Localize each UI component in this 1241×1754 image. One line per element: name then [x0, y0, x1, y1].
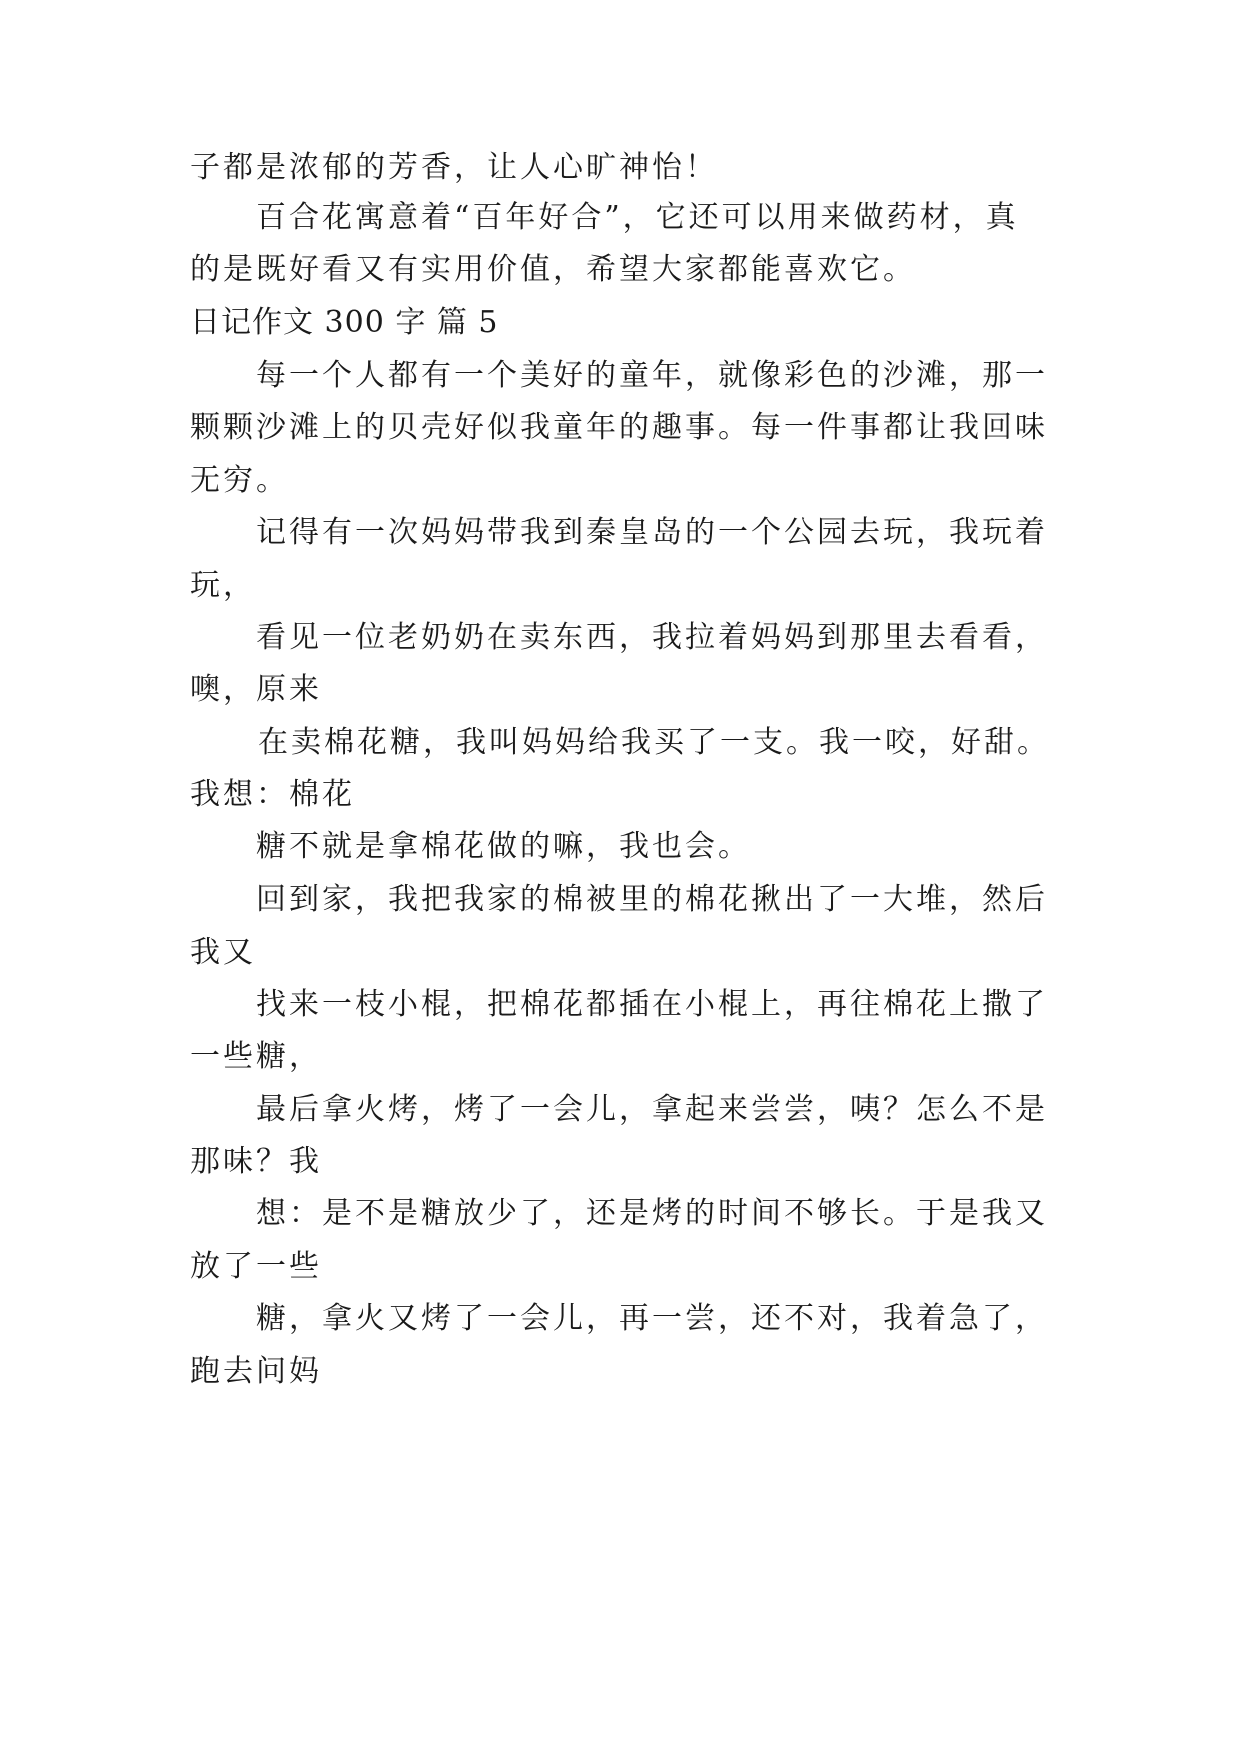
text-line: 一些糖， — [190, 1039, 322, 1074]
paragraph-first-line: 看见一位老奶奶在卖东西，我拉着妈妈到那里去看看， — [256, 620, 1048, 655]
paragraph-first-line: 找来一枝小棍，把棉花都插在小棍上，再往棉花上撒了 — [256, 987, 1048, 1022]
text-line: 的是既好看又有实用价值，希望大家都能喜欢它。 — [190, 252, 916, 287]
text-line: 子都是浓郁的芳香，让人心旷神怡！ — [190, 150, 718, 185]
text-line: 跑去问妈 — [190, 1354, 322, 1389]
text-line: 玩， — [190, 568, 256, 603]
paragraph-first-line: 百合花寓意着“百年好合”，它还可以用来做药材，真 — [256, 200, 1019, 235]
section-heading: 日记作文 300 字 篇 5 — [190, 305, 499, 340]
paragraph-first-line: 最后拿火烤，烤了一会儿，拿起来尝尝，咦？怎么不是 — [256, 1092, 1048, 1127]
paragraph-first-line: 糖，拿火又烤了一会儿，再一尝，还不对，我着急了， — [256, 1301, 1048, 1336]
paragraph-first-line: 每一个人都有一个美好的童年，就像彩色的沙滩，那一 — [256, 358, 1048, 393]
text-line: 放了一些 — [190, 1249, 322, 1284]
text-line: 我又 — [190, 935, 256, 970]
paragraph-first-line: 糖不就是拿棉花做的嘛，我也会。 — [256, 829, 751, 864]
text-line: 我想：棉花 — [190, 777, 355, 812]
paragraph-first-line: 想：是不是糖放少了，还是烤的时间不够长。于是我又 — [256, 1196, 1048, 1231]
paragraph-first-line: 回到家，我把我家的棉被里的棉花揪出了一大堆，然后 — [256, 882, 1048, 917]
paragraph-first-line: 在卖棉花糖，我叫妈妈给我买了一支。我一咬，好甜。 — [258, 725, 1050, 760]
paragraph-first-line: 记得有一次妈妈带我到秦皇岛的一个公园去玩，我玩着 — [256, 515, 1048, 550]
text-line: 颗颗沙滩上的贝壳好似我童年的趣事。每一件事都让我回味 — [190, 410, 1048, 445]
text-line: 那味？我 — [190, 1144, 322, 1179]
text-line: 噢，原来 — [190, 672, 322, 707]
text-line: 无穷。 — [190, 463, 289, 498]
